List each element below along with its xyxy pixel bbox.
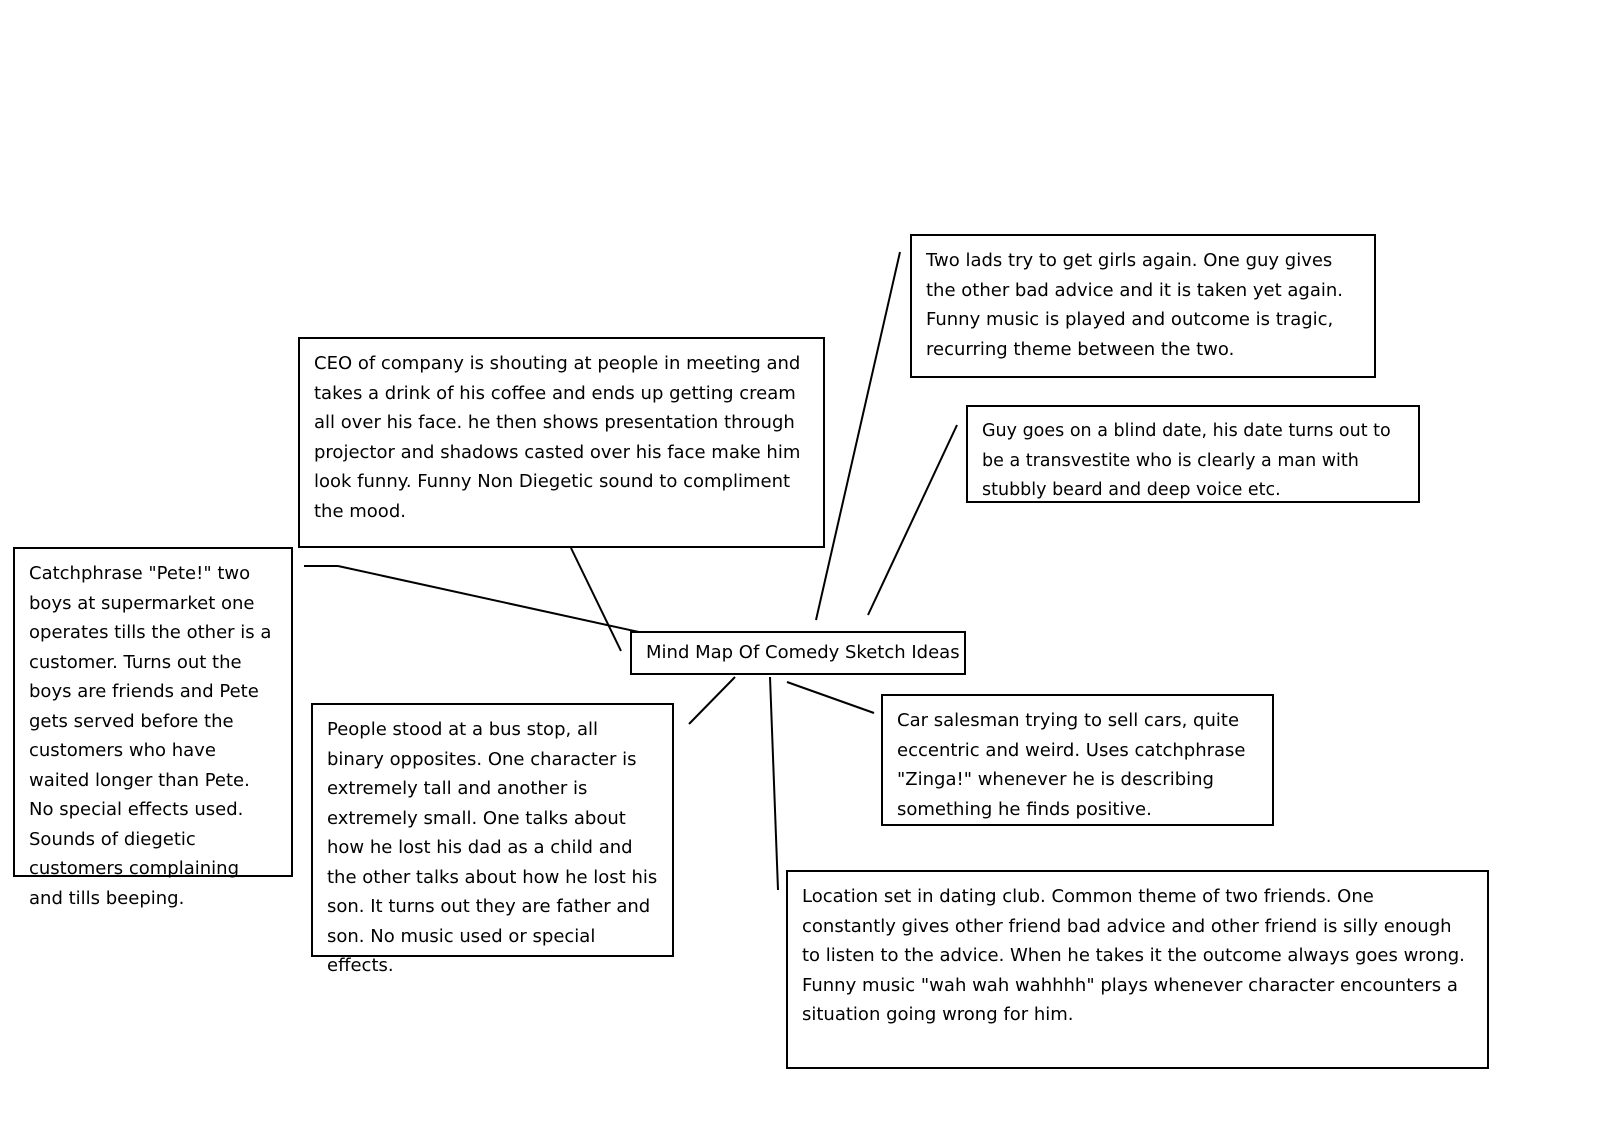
connector-two-lads xyxy=(816,252,900,620)
connector-pete xyxy=(338,566,648,634)
idea-box-two-lads: Two lads try to get girls again. One guy gives the other bad advice and it is taken yet again. Funny music is played and outcome is tragic, recurring theme between the two. xyxy=(910,234,1376,378)
connector-ceo xyxy=(571,548,621,651)
connector-dating-club xyxy=(770,677,778,890)
idea-box-car-salesman: Car salesman trying to sell cars, quite eccentric and weird. Uses catchphrase "Zinga!" whenever he is describing something he finds positive. xyxy=(881,694,1274,826)
central-topic-box: Mind Map Of Comedy Sketch Ideas xyxy=(630,631,966,675)
idea-box-dating-club: Location set in dating club. Common theme of two friends. One constantly gives other friend bad advice and other friend is silly enough to listen to the advice. When he takes it the outcome always goes wrong. Funny music "wah wah wahhhh" plays whenever character encounters a situation going wrong for him. xyxy=(786,870,1489,1069)
connector-car-salesman xyxy=(787,682,874,713)
idea-box-pete: Catchphrase "Pete!" two boys at supermarket one operates tills the other is a customer. Turns out the boys are friends and Pete gets served before the customers who have waited longer than Pete. No special effects used. Sounds of diegetic customers complaining and tills beeping. xyxy=(13,547,293,877)
connector-bus-stop xyxy=(689,677,735,724)
idea-box-blind-date: Guy goes on a blind date, his date turns out to be a transvestite who is clearly a man with stubbly beard and deep voice etc. xyxy=(966,405,1420,503)
connector-blind-date xyxy=(868,425,957,615)
idea-box-ceo: CEO of company is shouting at people in meeting and takes a drink of his coffee and ends up getting cream all over his face. he then shows presentation through projector and shadows casted over his face make him look funny. Funny Non Diegetic sound to compliment the mood. xyxy=(298,337,825,548)
idea-box-bus-stop: People stood at a bus stop, all binary opposites. One character is extremely tall and another is extremely small. One talks about how he lost his dad as a child and the other talks about how he lost his son. It turns out they are father and son. No music used or special effects. xyxy=(311,703,674,957)
